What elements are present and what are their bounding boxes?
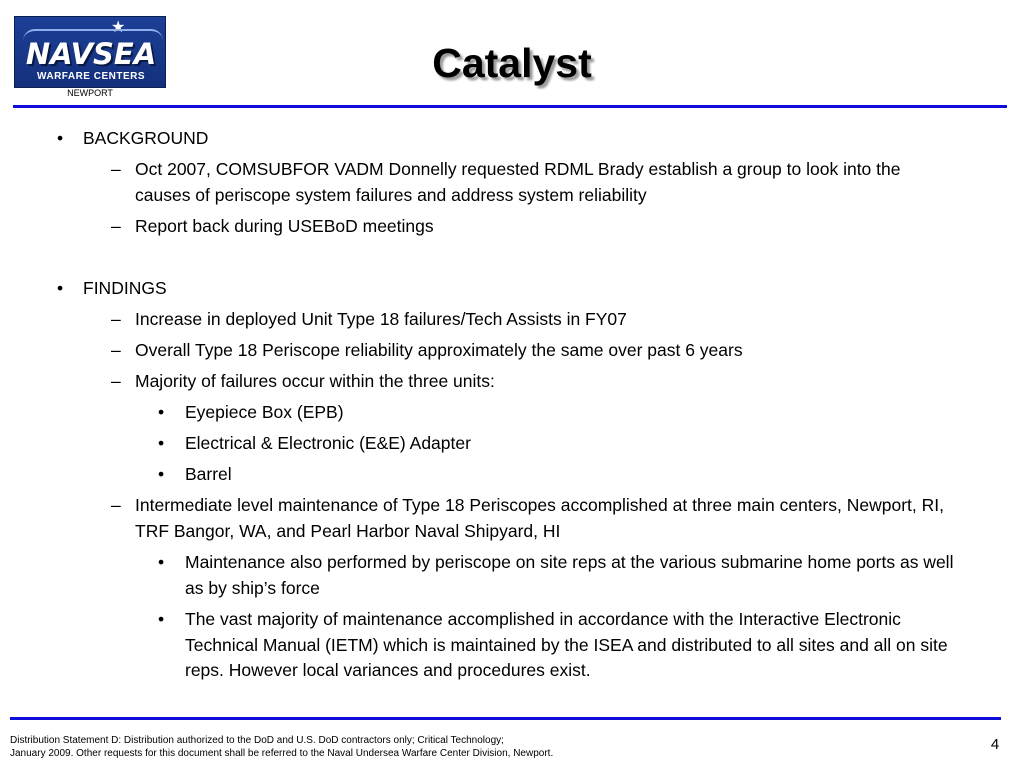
bullet: • [158, 402, 165, 422]
background-heading: BACKGROUND [83, 128, 209, 148]
maintenance-note-text: Maintenance also performed by periscope on site reps at the various submarine home ports as well as by ship’s force [185, 552, 954, 598]
distribution-line-1: Distribution Statement D: Distribution authorized to the DoD and U.S. DoD contractors only; Critical Technology; [10, 735, 504, 746]
bullet: • [57, 278, 64, 298]
slide-title: Catalyst [432, 40, 592, 86]
dash-bullet: – [111, 495, 121, 515]
background-item-text: Oct 2007, COMSUBFOR VADM Donnelly requested RDML Brady establish a group to look into the causes of periscope system failures and address system reliability [135, 159, 901, 205]
bullet: • [158, 433, 165, 453]
title-divider [13, 105, 1007, 108]
distribution-line-2: January 2009. Other requests for this document shall be referred to the Naval Undersea Warfare Center Division, Newport. [10, 748, 554, 759]
unit-item [158, 400, 955, 426]
maintenance-note [158, 550, 955, 601]
findings-item [111, 307, 947, 333]
findings-item-text: Overall Type 18 Periscope reliability approximately the same over past 6 years [135, 340, 743, 360]
bullet: • [57, 128, 64, 148]
findings-heading: FINDINGS [83, 278, 167, 298]
page-number: 4 [990, 736, 1000, 753]
unit-item-text: Barrel [185, 464, 232, 484]
background-item [111, 157, 947, 208]
findings-item [111, 369, 947, 395]
background-item [111, 214, 947, 240]
findings-item [111, 493, 947, 544]
findings-item [111, 338, 947, 364]
unit-item-text: Eyepiece Box (EPB) [185, 402, 344, 422]
bullet: • [158, 464, 165, 484]
dash-bullet: – [111, 159, 121, 179]
findings-item-text: Majority of failures occur within the three units: [135, 371, 495, 391]
unit-item [158, 462, 955, 488]
maintenance-note [158, 607, 955, 684]
unit-item-text: Electrical & Electronic (E&E) Adapter [185, 433, 471, 453]
dash-bullet: – [111, 216, 121, 236]
dash-bullet: – [111, 371, 121, 391]
dash-bullet: – [111, 309, 121, 329]
star-icon: ★ [111, 17, 126, 36]
unit-item [158, 431, 955, 457]
bullet: • [158, 552, 165, 572]
background-item-text: Report back during USEBoD meetings [135, 216, 434, 236]
findings-item-text: Increase in deployed Unit Type 18 failures/Tech Assists in FY07 [135, 309, 627, 329]
findings-heading-item [57, 276, 943, 302]
logo-subtitle: WARFARE CENTERS [36, 71, 146, 82]
findings-item-text: Intermediate level maintenance of Type 18 Periscopes accomplished at three main centers, Newport, RI, TRF Bangor, WA, and Pearl Harbor Naval Shipyard, HI [135, 495, 944, 541]
distribution-statement [10, 734, 910, 760]
logo-caption: NEWPORT [67, 88, 113, 98]
maintenance-note-text: The vast majority of maintenance accomplished in accordance with the Interactive Electronic Technical Manual (IETM) which is maintained by the ISEA and distributed to all sites and all on site reps. However local variances and procedures exist. [185, 609, 948, 680]
bullet: • [158, 609, 165, 629]
logo-name: NAVSEA [25, 37, 157, 71]
background-heading-item [57, 126, 943, 152]
footer-divider [10, 717, 1001, 720]
dash-bullet: – [111, 340, 121, 360]
